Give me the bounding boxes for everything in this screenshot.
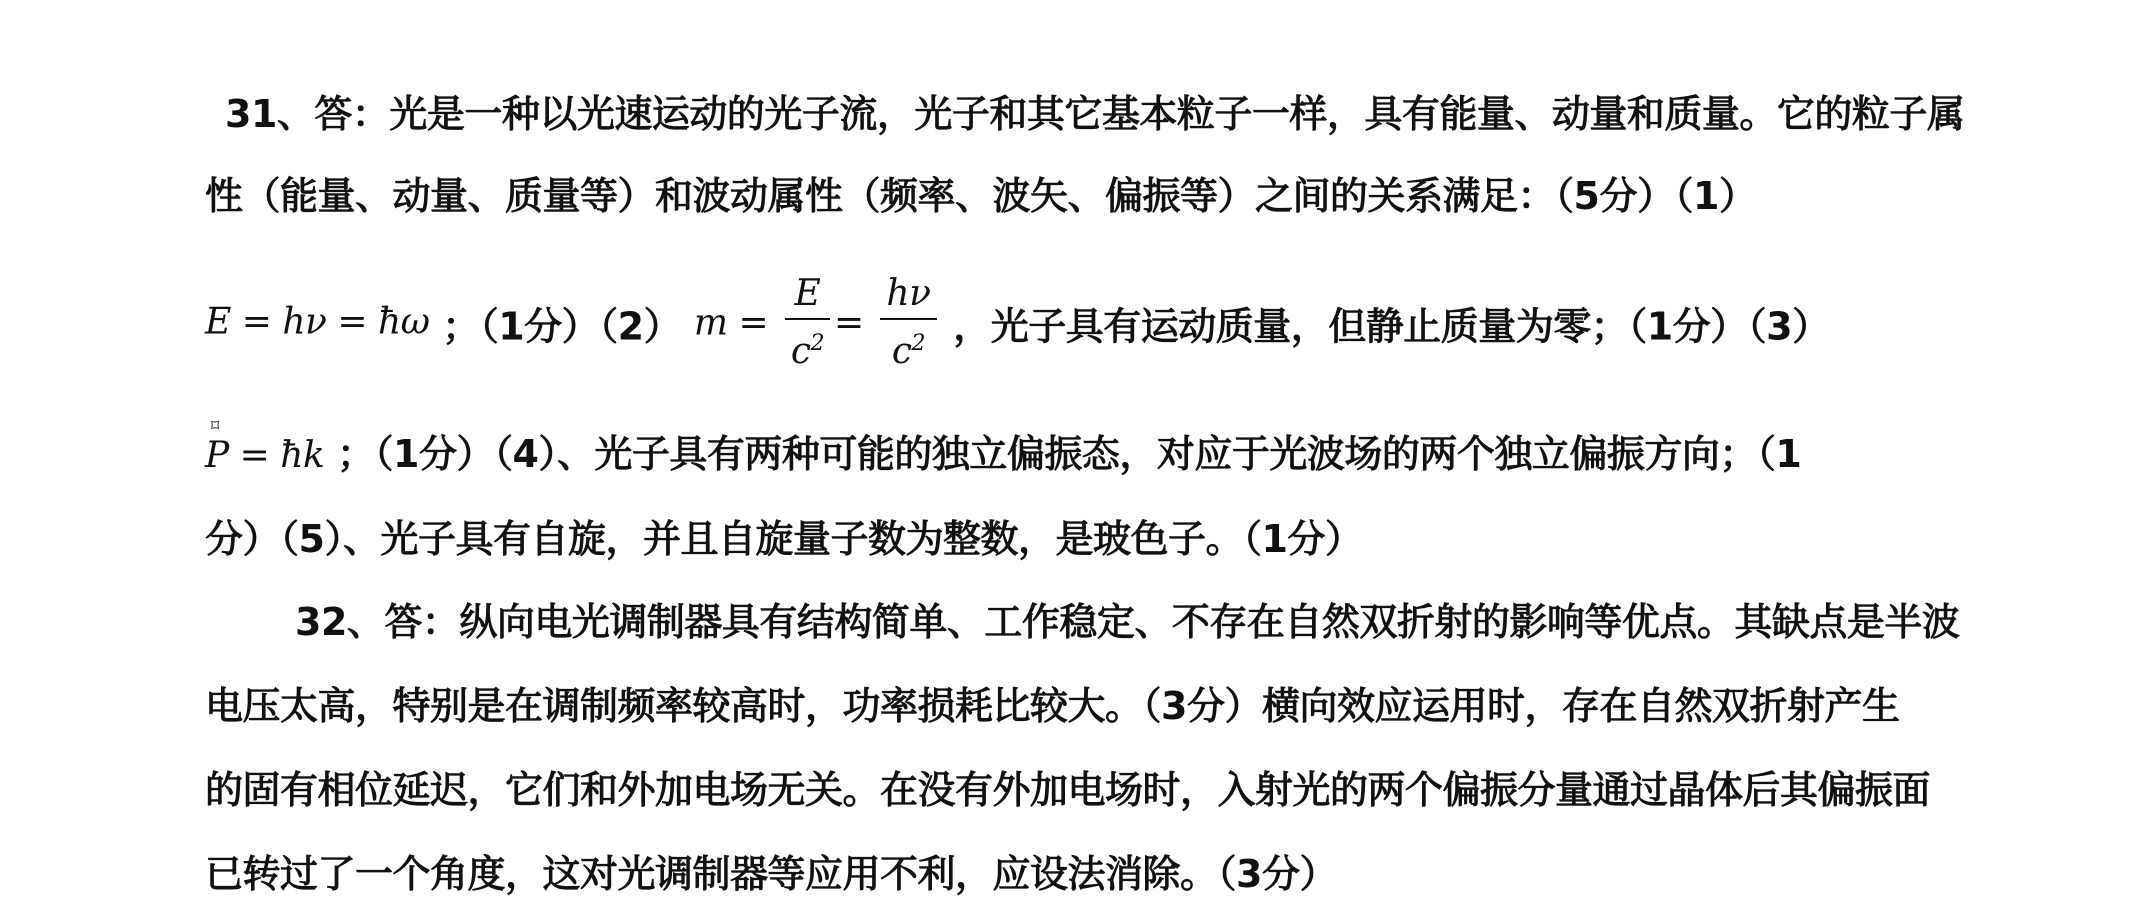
q31-line-4 — [205, 416, 1802, 480]
mass-fraction-2 — [880, 272, 936, 374]
energy-equation: E = hν = ħω — [205, 301, 430, 343]
vector-arrow-icon: ⌑ — [211, 416, 219, 435]
q31-line-5 — [205, 515, 1362, 563]
q32-line-1 — [295, 598, 1959, 646]
fraction-1-denominator: $c^2$ — [790, 331, 825, 372]
q32-number: 32、答： — [295, 600, 460, 644]
exponent: 2 — [810, 331, 825, 356]
q32-text-1: 纵向电光调制器具有结构简单、工作稳定、不存在自然双折射的影响等优点。其缺点是半波 — [459, 600, 1960, 644]
fraction-1-numerator: E — [785, 272, 830, 320]
q32-text-3: 的固有相位延迟，它们和外加电场无关。在没有外加电场时，入射光的两个偏振分量通过晶体后其偏振面 — [205, 768, 1931, 812]
mass-fraction-1 — [785, 272, 830, 374]
q31-equation-line — [205, 272, 1830, 374]
mass-equation-lhs: m = — [693, 302, 769, 344]
q31-text-2: 性（能量、动量、质量等）和波动属性（频率、波矢、偏振等）之间的关系满足：（5分）（1） — [205, 174, 1757, 218]
fraction-2-denominator: $c^2$ — [891, 331, 926, 372]
q31-number: 31、答： — [225, 92, 390, 136]
q32-text-2: 电压太高，特别是在调制频率较高时，功率损耗比较大。（3分）横向效应运用时，存在自然双折射产生 — [205, 684, 1900, 728]
q32-line-4 — [205, 850, 1337, 898]
q31-line-1 — [225, 90, 1964, 138]
q31-text-1: 光是一种以光速运动的光子流，光子和其它基本粒子一样，具有能量、动量和质量。它的粒子属 — [389, 92, 1965, 136]
q32-line-2 — [205, 682, 1899, 730]
q31-eq1-suffix: ；（1分）（2） — [442, 304, 682, 349]
q31-eq2-suffix: ，光子具有运动质量，但静止质量为零；（1分）（3） — [953, 304, 1830, 349]
momentum-equation: ⌑ P = ħk — [205, 416, 325, 476]
q31-text-5: 分）（5）、光子具有自旋，并且自旋量子数为整数，是玻色子。（1分） — [205, 517, 1363, 561]
equals-sign: = — [834, 302, 864, 344]
q32-text-4: 已转过了一个角度，这对光调制器等应用不利，应设法消除。（3分） — [205, 852, 1337, 896]
exponent: 2 — [911, 331, 926, 356]
q31-text-4: ；（1分）（4）、光子具有两种可能的独立偏振态，对应于光波场的两个独立偏振方向；（1 — [337, 432, 1802, 476]
q32-line-3 — [205, 766, 1930, 814]
q31-line-2 — [205, 172, 1756, 220]
fraction-2-numerator: hν — [880, 272, 936, 320]
